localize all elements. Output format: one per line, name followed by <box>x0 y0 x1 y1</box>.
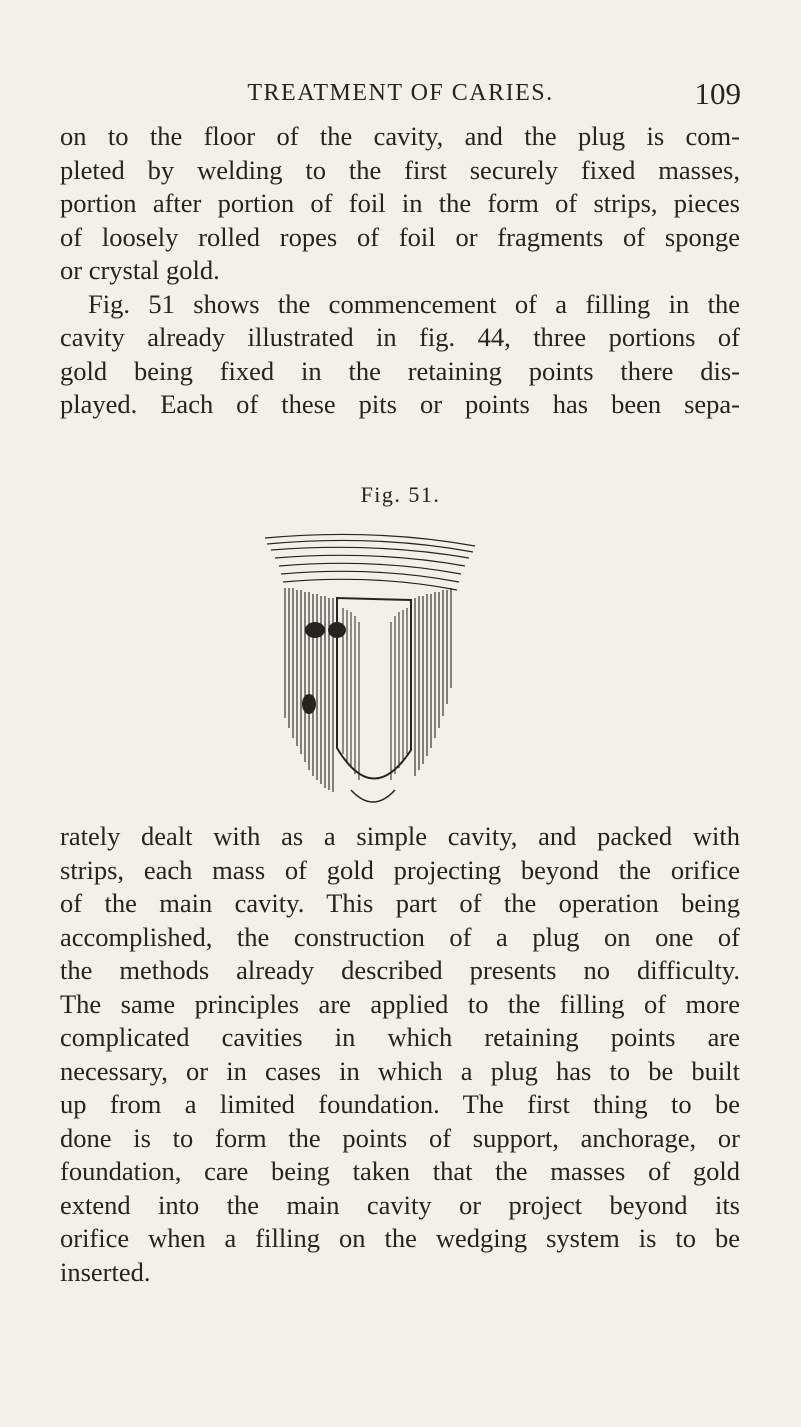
text-line: done is to form the points of support, anchorage, or <box>60 1122 740 1153</box>
text-line: gold being fixed in the retaining points there dis- <box>60 355 740 386</box>
text-line: the methods already described presents no difficulty. <box>60 955 740 985</box>
text-line: inserted. <box>60 1256 151 1287</box>
text-line: on to the floor of the cavity, and the plug is com- <box>60 121 740 151</box>
text-line: pleted by welding to the first securely fixed masses, <box>60 154 740 185</box>
text-line: of the main cavity. This part of the operation being <box>60 888 740 918</box>
text-line: accomplished, the construction of a plug on one of <box>60 921 740 952</box>
text-block-top <box>60 120 740 422</box>
page-number: 109 <box>694 76 741 111</box>
text-line: portion after portion of foil in the form of strips, pieces <box>60 188 740 218</box>
figure-caption: Fig. 51. <box>360 482 441 507</box>
text-line: Fig. 51 shows the commencement of a filling in the <box>88 288 740 319</box>
text-line: rately dealt with as a simple cavity, and packed with <box>60 821 740 851</box>
text-block-bottom <box>60 820 740 1289</box>
text-line: played. Each of these pits or points has been sepa- <box>60 389 740 419</box>
text-line: cavity already illustrated in fig. 44, three portions of <box>60 322 740 352</box>
text-line: up from a limited foundation. The first thing to be <box>60 1089 740 1119</box>
tooth-cavity-engraving-icon <box>255 518 495 818</box>
running-head <box>60 76 741 116</box>
text-line: extend into the main cavity or project beyond its <box>60 1189 740 1220</box>
text-line: complicated cavities in which retaining points are <box>60 1022 740 1052</box>
text-line: necessary, or in cases in which a plug has to be built <box>60 1055 740 1086</box>
running-title: TREATMENT OF CARIES. <box>247 80 554 106</box>
text-line: foundation, care being taken that the masses of gold <box>60 1156 740 1186</box>
text-line: orifice when a filling on the wedging system is to be <box>60 1223 740 1253</box>
text-line: strips, each mass of gold projecting beyond the orifice <box>60 854 740 885</box>
text-line: of loosely rolled ropes of foil or fragments of sponge <box>60 221 740 252</box>
text-line: or crystal gold. <box>60 255 220 285</box>
text-line: The same principles are applied to the filling of more <box>60 988 740 1019</box>
